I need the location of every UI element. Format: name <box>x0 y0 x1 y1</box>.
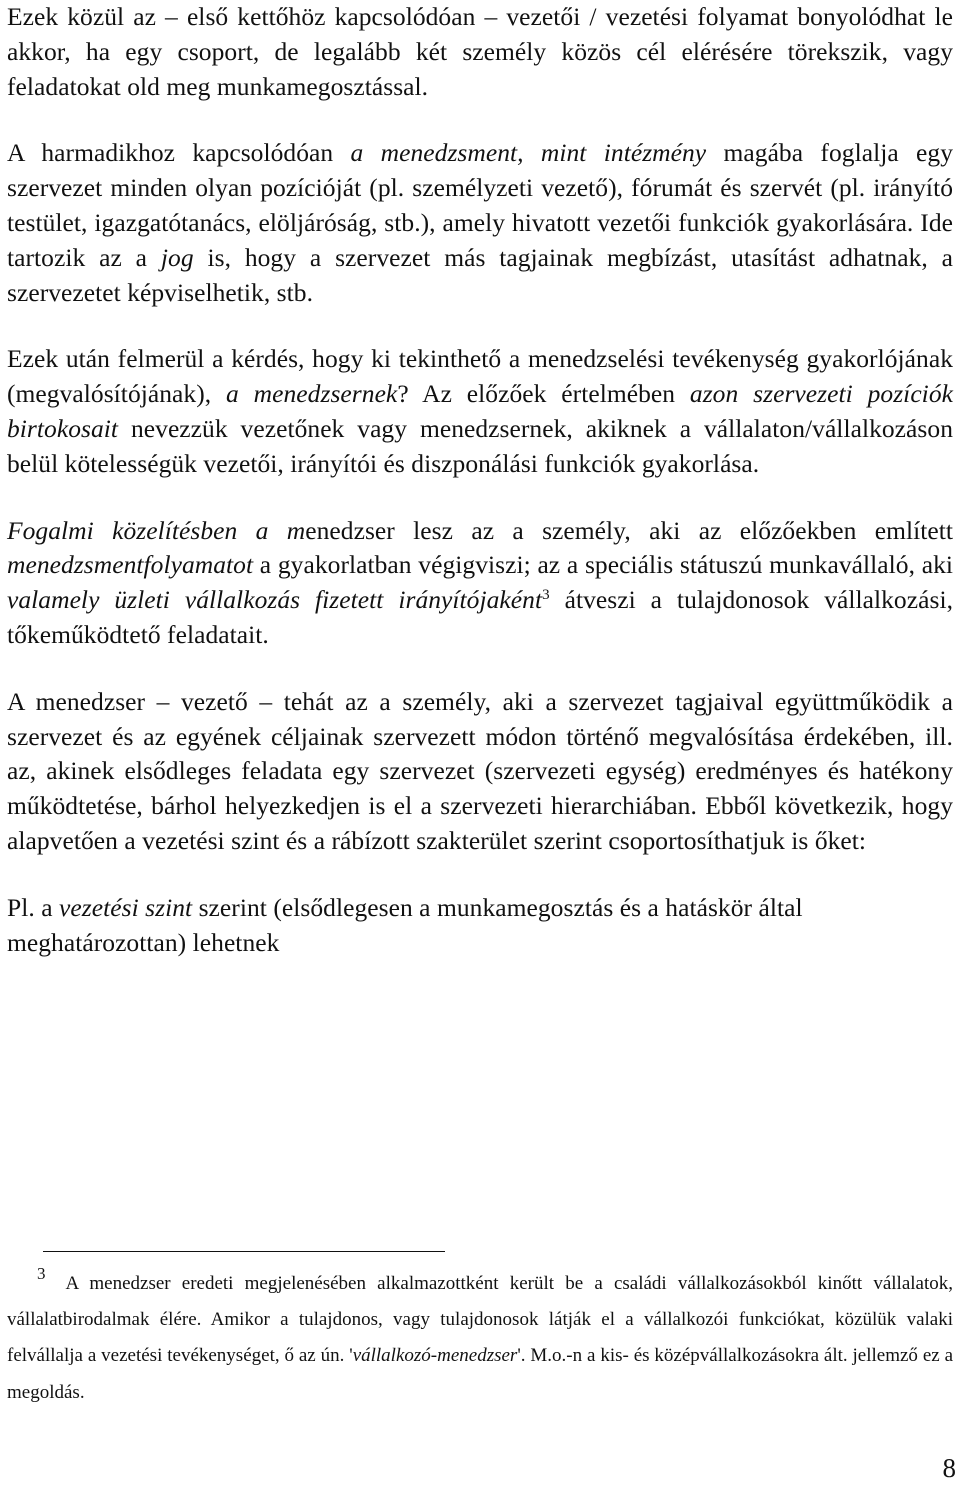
italic-run: jog <box>160 242 194 272</box>
paragraph-3 <box>7 342 953 481</box>
text-run: átveszi a tulajdonosok vállalkozási, tőkeműködtető feladatait. <box>7 585 954 649</box>
text-run: szerint (elsődlegesen a munkamegosztás és a hatáskör által meghatározottan) lehetnek <box>7 892 803 957</box>
footnote <box>7 1266 953 1411</box>
paragraph-6 <box>7 891 953 961</box>
italic-run: vezetési szint <box>59 892 193 922</box>
text-run: Ezek után felmerül a kérdés, hogy ki tekinthető a menedzselési tevékenység gyakorlójának (megvalósítójának), <box>7 344 953 409</box>
text-run: ? Az előzőek értelmében <box>397 379 690 409</box>
text-run: A menedzser eredeti megjelenésében alkalmazottként került be a családi vállalkozásokból kinőtt vállalatok, vállalatbirodalmak élére. Amikor a tulajdonos, vagy tulajdonosok látják el a vállalkozói funkciókat, közülük valaki felvállalja a vezetési tevékenységet, ő az ún. ' <box>7 1273 953 1367</box>
document-page <box>7 0 953 960</box>
footnote-mark: 3 <box>37 1264 46 1283</box>
footnote-reference[interactable]: 3 <box>542 587 550 604</box>
italic-run: a menedzsernek <box>226 379 398 409</box>
paragraph-4 <box>7 514 953 653</box>
italic-run: a menedzsment, mint intézmény <box>350 138 707 168</box>
paragraph-2 <box>7 136 953 310</box>
paragraph-1: Ezek közül az – első kettőhöz kapcsolódóan – vezetői / vezetési folyamat bonyolódhat le akkor, ha egy csoport, de legalább két személy közös cél elérésére törekszik, vagy feladatokat old meg munkamegosztással. <box>7 2 953 101</box>
page-number: 8 <box>942 1453 956 1483</box>
text-run: is, hogy a szervezet más tagjainak megbízást, utasítást adhatnak, a szervezetet képviselhetik, stb. <box>7 242 953 307</box>
italic-run: valamely üzleti vállalkozás fizetett irányítójaként <box>7 585 543 615</box>
italic-run: azon szervezeti pozíciók birtokosait <box>7 379 953 443</box>
text-run: enedzser lesz az a személy, aki az előzőekben említett <box>305 515 953 545</box>
text-run: magába foglalja egy szervezet minden olyan pozícióját (pl. személyzeti vezető), fórumát és szervét (pl. irányító testület, igazgatótanács, elöljáróság, stb.), amely hivatott vezetői funkciók gyakorlására. Ide tartozik az a <box>7 138 953 272</box>
paragraph-5: A menedzser – vezető – tehát az a személy, aki a szervezet tagjaival együttműködik a szervezet és az egyének céljainak szervezett módon történő megvalósítása érdekében, ill. az, akinek elsődleges feladata egy szervezet (szervezeti egység) eredményes és hatékony működtetése, bárhol helyezkedjen is el a szervezeti hierarchiában. Ebből következik, hogy alapvetően a vezetési szint és a rábízott szakterület szerint csoportosíthatjuk is őket: <box>7 686 953 855</box>
text-run: '. M.o.-n a kis- és középvállalkozásokra ált. jellemző ez a megoldás. <box>7 1345 953 1403</box>
text-run: nevezzük vezetőnek vagy menedzsernek, akiknek a vállalaton/vállalkozáson belül kötelességük vezetői, irányítói és diszponálási funkciók gyakorlása. <box>7 413 953 478</box>
text-run: Pl. a <box>7 892 60 922</box>
italic-run: Fogalmi közelítésben a m <box>7 515 306 545</box>
footnote-separator <box>43 1251 445 1252</box>
text-run: a gyakorlatban végigviszi; az a speciális státuszú munkavállaló, aki <box>253 550 953 580</box>
text-run: A harmadikhoz kapcsolódóan <box>7 138 351 168</box>
italic-run: menedzsmentfolyamatot <box>7 550 254 580</box>
italic-run: vállalkozó-menedzser <box>352 1345 518 1367</box>
